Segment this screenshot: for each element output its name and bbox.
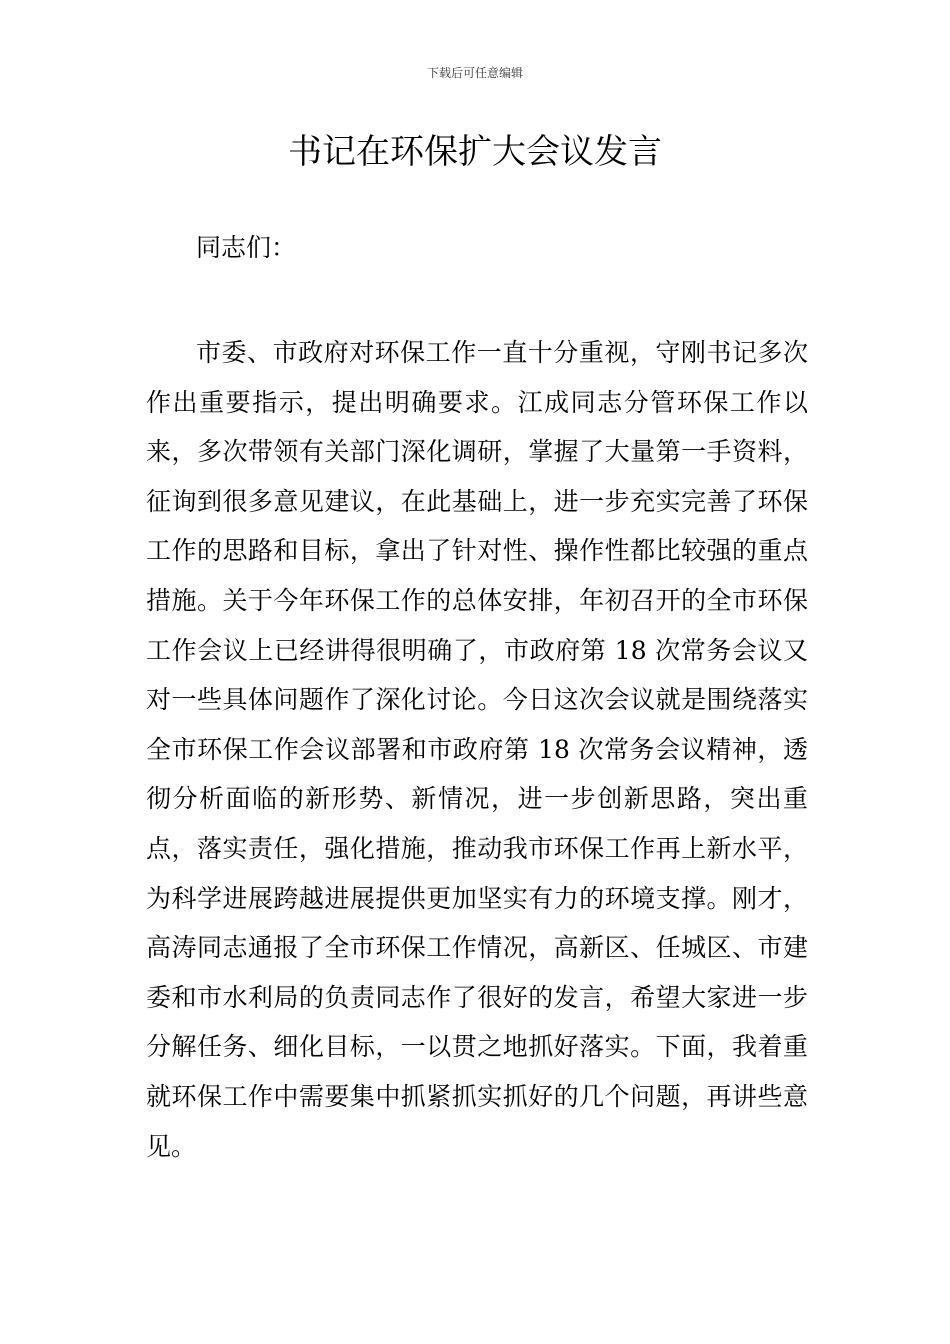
body-paragraph: 市委、市政府对环保工作一直十分重视，守刚书记多次作出重要指示，提出明确要求。江成同志分管环保工作以来，多次带领有关部门深化调研，掌握了大量第一手资料，征询到很多意见建议，在此基础上，进一步充实完善了环保工作的思路和目标，拿出了针对性、操作性都比较强的重点措施。关于今年环保工作的总体安排，年初召开的全市环保工作会议上已经讲得很明确了，市政府第 18 次常务会议又对一些具体问题作了深化讨论。今日这次会议就是围绕落实全市环保工作会议部署和市政府第 18 次常务会议精神，透彻分析面临的新形势、新情况，进一步创新思路，突出重点，落实责任，强化措施，推动我市环保工作再上新水平，为科学进展跨越进展提供更加坚实有力的环境支撑。刚才，高涛同志通报了全市环保工作情况，高新区、任城区、市建委和市水利局的负责同志作了很好的发言，希望大家进一步分解任务、细化目标，一以贯之地抓好落实。下面，我着重就环保工作中需要集中抓紧抓实抓好的几个问题，再讲些意见。 (146, 338, 808, 1161)
greeting-text: 同志们： (196, 233, 297, 262)
document-title: 书记在环保扩大会议发言 (288, 132, 662, 172)
header-note: 下载后可任意编辑 (426, 66, 523, 80)
